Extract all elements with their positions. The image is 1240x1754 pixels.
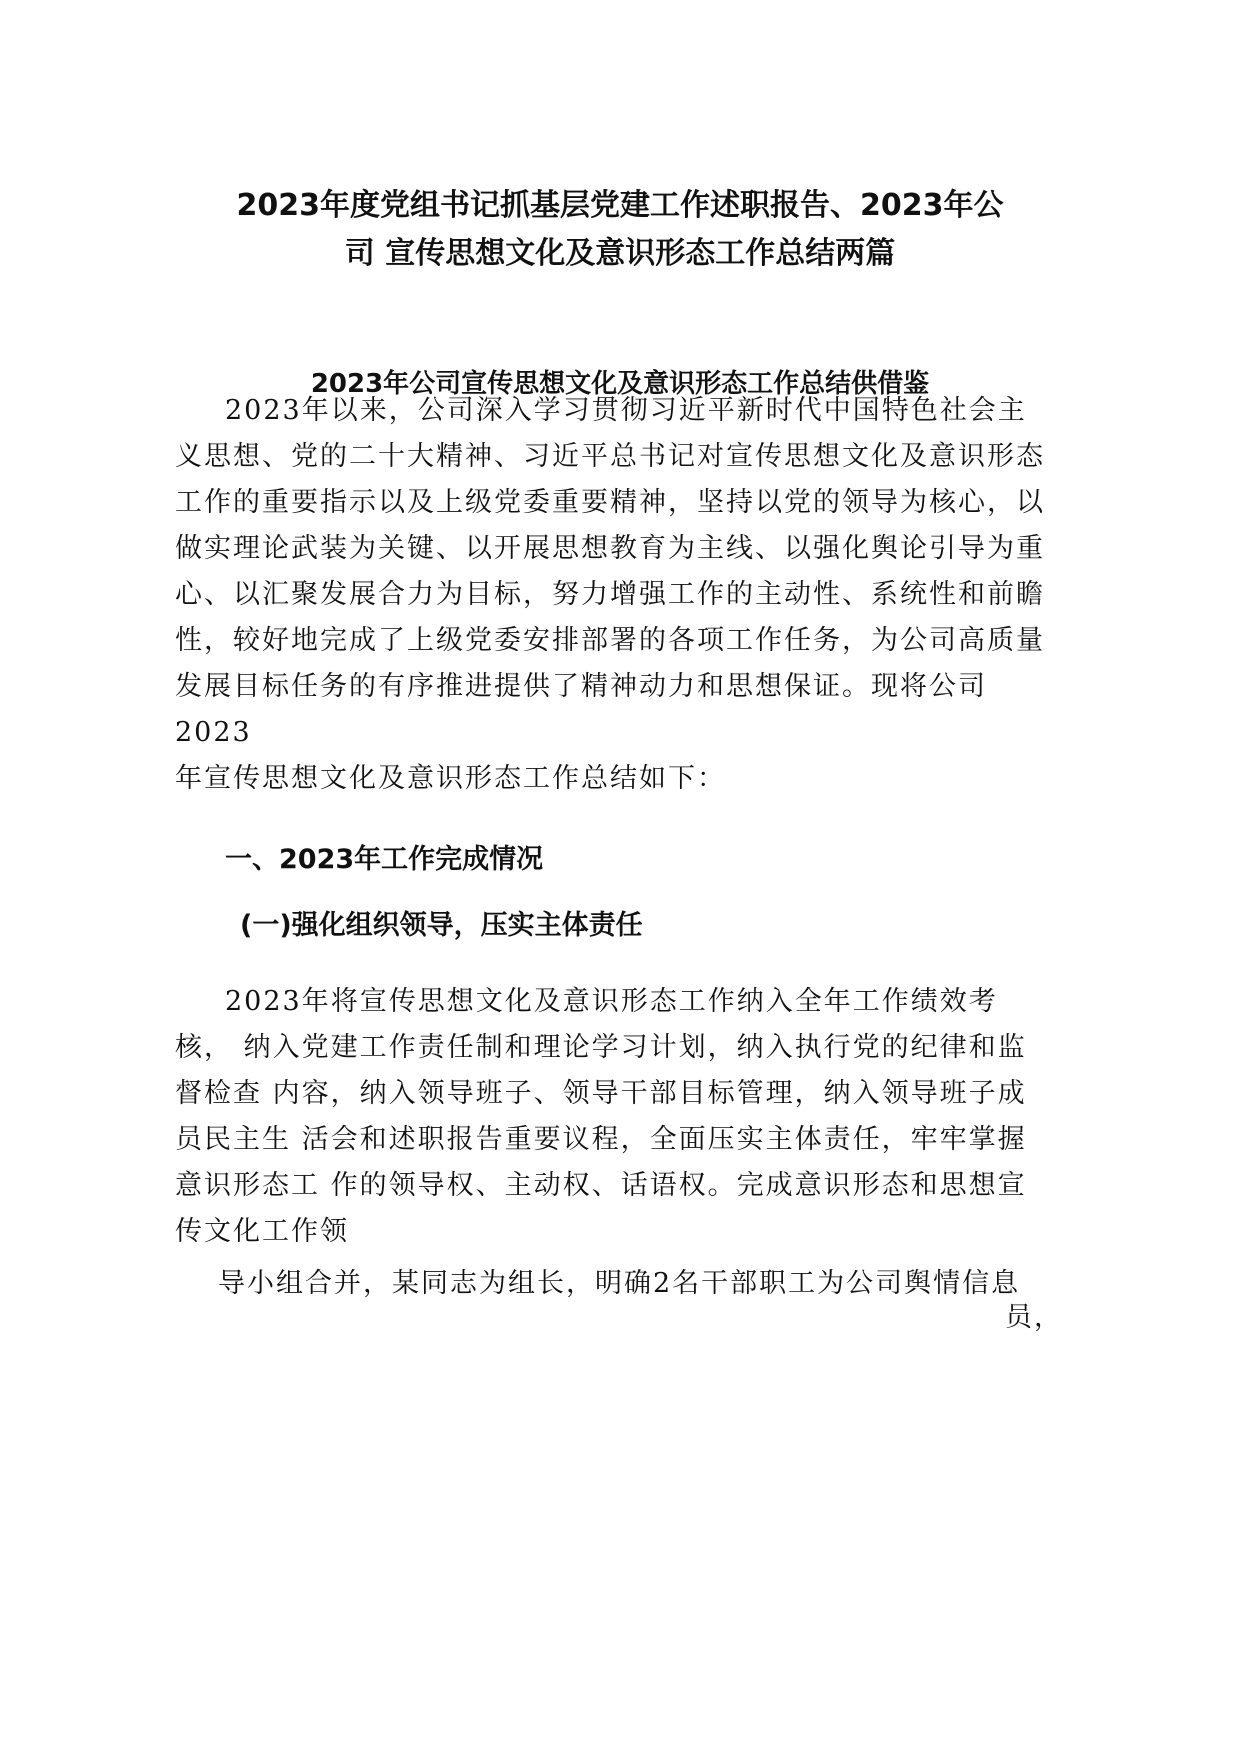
article-subtitle: 2023年公司宣传思想文化及意识形态工作总结供借鉴 <box>310 369 930 399</box>
paragraph-line: 2023年将宣传思想文化及意识形态工作纳入全年工作绩效考 <box>225 986 998 1017</box>
paragraph-line: 性，较好地完成了上级党委安排部署的各项工作任务，为公司高质量 <box>175 625 1045 656</box>
paragraph-line: 年宣传思想文化及意识形态工作总结如下： <box>175 763 726 794</box>
paragraph-line: 做实理论武装为关键、以开展思想教育为主线、以强化舆论引导为重 <box>175 533 1045 564</box>
paragraph-line: 2023年以来，公司深入学习贯彻习近平新时代中国特色社会主 <box>225 395 1027 426</box>
paragraph-line: 发展目标任务的有序推进提供了精神动力和思想保证。现将公司 <box>175 671 987 702</box>
document-title-line-2: 司 宣传思想文化及意识形态工作总结两篇 <box>344 236 896 271</box>
paragraph-line: 核， 纳入党建工作责任制和理论学习计划，纳入执行党的纪律和监 <box>175 1032 1027 1063</box>
paragraph-line: 传文化工作领 <box>175 1216 349 1247</box>
paragraph-line: 员， <box>1005 1302 1063 1333</box>
paragraph-line: 心、以汇聚发展合力为目标，努力增强工作的主动性、系统性和前瞻 <box>175 579 1045 610</box>
paragraph-line: 督检查 内容，纳入领导班子、领导干部目标管理，纳入领导班子成 <box>175 1078 1027 1109</box>
paragraph-line: 导小组合并，某同志为组长，明确2名干部职工为公司舆情信息 <box>218 1268 1021 1299</box>
paragraph-line: 工作的重要指示以及上级党委重要精神，坚持以党的领导为核心，以 <box>175 487 1045 518</box>
subsection-heading: (一)强化组织领导，压实主体责任 <box>240 910 643 941</box>
paragraph-line: 员民主生 活会和述职报告重要议程，全面压实主体责任，牢牢掌握 <box>175 1124 1027 1155</box>
paragraph-line: 意识形态工 作的领导权、主动权、话语权。完成意识形态和思想宣 <box>175 1170 1027 1201</box>
document-title-line-1: 2023年度党组书记抓基层党建工作述职报告、2023年公 <box>236 188 1004 223</box>
paragraph-line: 义思想、党的二十大精神、习近平总书记对宣传思想文化及意识形态 <box>175 441 1045 472</box>
paragraph-line: 2023 <box>175 717 252 748</box>
section-heading: 一、2023年工作完成情况 <box>225 844 544 875</box>
